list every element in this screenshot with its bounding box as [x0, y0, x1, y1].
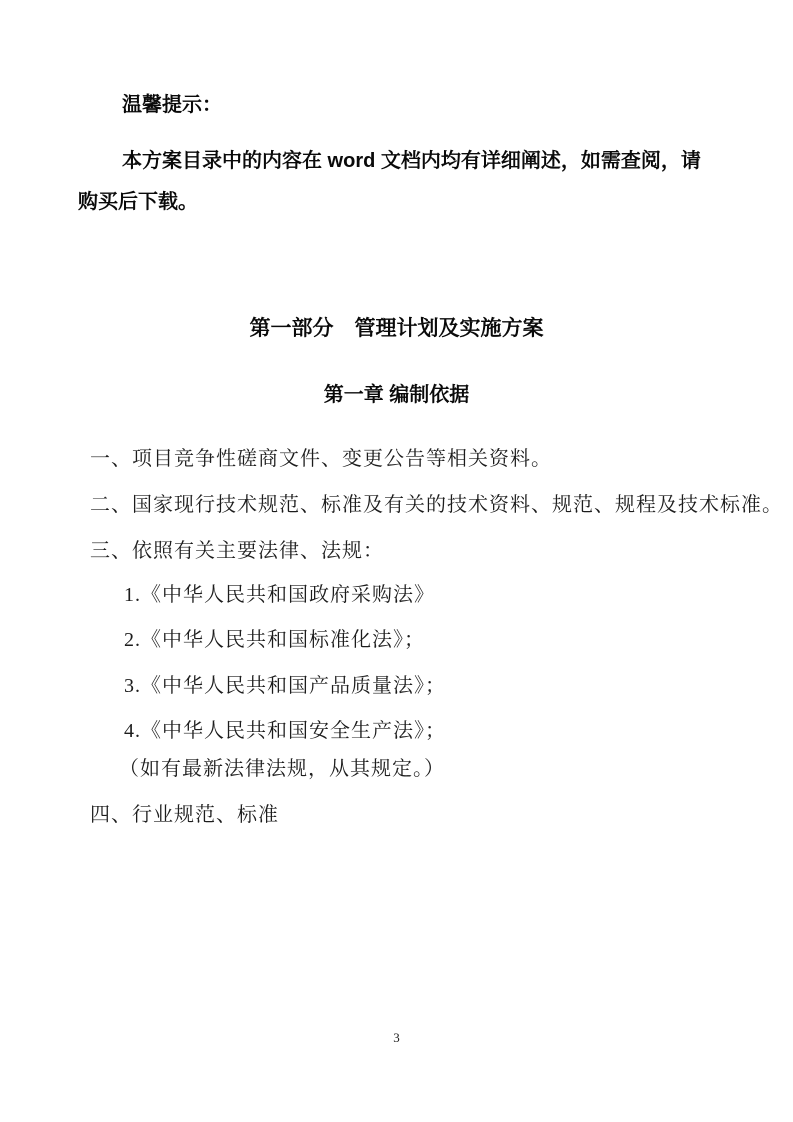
- list-item: 一、项目竞争性磋商文件、变更公告等相关资料。: [90, 448, 552, 470]
- list-item: 3.《中华人民共和国产品质量法》；: [124, 675, 446, 697]
- list-item: 三、依照有关主要法律、法规：: [90, 540, 384, 562]
- list-item: 4.《中华人民共和国安全生产法》；: [124, 720, 446, 742]
- list-item: （如有最新法律法规，从其规定。）: [119, 758, 445, 780]
- page-number: 3: [393, 1030, 400, 1045]
- chapter-heading: 第一章 编制依据: [323, 384, 470, 406]
- notice-title: 温馨提示：: [122, 94, 222, 116]
- part-heading: 第一部分 管理计划及实施方案: [249, 317, 544, 340]
- list-item: 1.《中华人民共和国政府采购法》: [124, 584, 435, 606]
- list-item: 2.《中华人民共和国标准化法》；: [124, 629, 425, 651]
- list-item: 二、国家现行技术规范、标准及有关的技术资料、规范、规程及技术标准。: [90, 494, 783, 516]
- list-item: 四、行业规范、标准: [90, 804, 279, 826]
- notice-body: 本方案目录中的内容在 word 文档内均有详细阐述，如需查阅，请购买后下载。: [78, 150, 701, 213]
